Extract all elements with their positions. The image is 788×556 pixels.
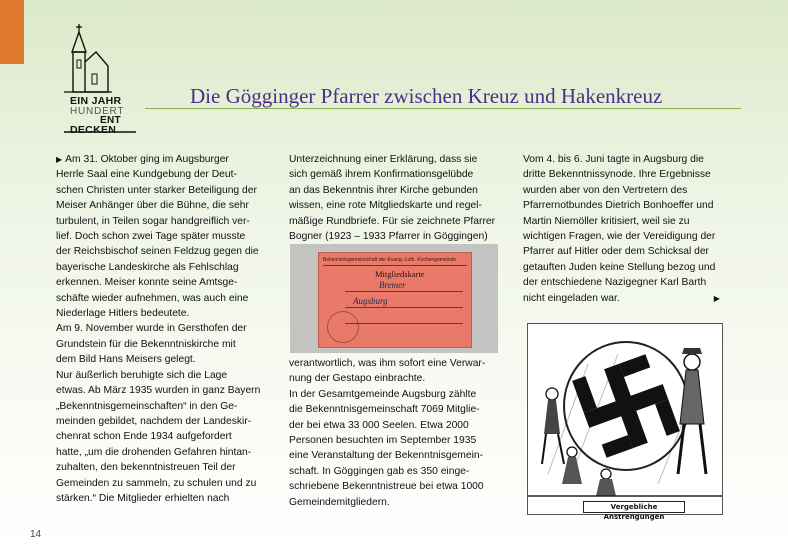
card-line bbox=[345, 291, 463, 292]
text-column-1 bbox=[56, 152, 276, 506]
card-line bbox=[345, 323, 463, 324]
text-line: Gemeindemitgliedern. bbox=[289, 496, 390, 508]
text-line: die Bekenntnisgemeinschaft 7069 Mitglie- bbox=[289, 404, 480, 416]
text-line: schaft. In Göggingen gab es 350 einge- bbox=[289, 465, 470, 477]
text-line: getauften Juden keine Stellung bezog und bbox=[523, 261, 716, 273]
card-header: Bekenntnisgemeinschaft der Evang.-Luth. Kirchengemeinde bbox=[323, 256, 467, 266]
text-line: schriebene Bekenntnistreue bei etwa 1000 bbox=[289, 481, 484, 493]
text-line: lief. Doch schon zwei Tage später musste bbox=[56, 231, 246, 243]
text-line: hatte, „um die drohenden Gefahren hintan- bbox=[56, 446, 252, 458]
text-line: dem Bild Hans Meisers gelegt. bbox=[56, 354, 196, 366]
text-line: der Reichsbischof seinen Feldzug gegen die bbox=[56, 246, 259, 258]
text-line: Pfarrer auf Hitler oder dem Schicksal der bbox=[523, 246, 709, 258]
text-column-3 bbox=[523, 152, 737, 306]
text-line: zuhalten, den bekenntnistreuen Teil der bbox=[56, 462, 236, 474]
text-line: Unterzeichnung einer Erklärung, dass sie bbox=[289, 154, 478, 165]
text-line: dritte Bekenntnissynode. Ihre Ergebnisse bbox=[523, 169, 711, 181]
stamp bbox=[327, 311, 359, 343]
text-line: Gemeinden zu sammeln, zu schulen und zu bbox=[56, 477, 257, 489]
page-title: Die Gögginger Pfarrer zwischen Kreuz und Hakenkreuz bbox=[190, 84, 663, 108]
text-line: nung der Gestapo einbrachte. bbox=[289, 373, 426, 385]
text-line: Niederlage Hitlers bedeutete. bbox=[56, 308, 190, 320]
text-line: an das Bekenntnis ihrer Kirche gebunden bbox=[289, 184, 478, 196]
logo-text-line2: HUNDERT bbox=[70, 106, 125, 117]
card-handwritten-place: Augsburg bbox=[353, 296, 388, 306]
text-line: erkennen. Meiser konnte seine Amtsge- bbox=[56, 277, 238, 289]
text-line: chenrat schon Ende 1934 aufgefordert bbox=[56, 431, 232, 443]
logo bbox=[56, 22, 148, 134]
logo-text-line3: ENT bbox=[100, 115, 121, 126]
text-line: eine Veranstaltung der Bekenntnisgemein- bbox=[289, 450, 484, 462]
text-column-2-bottom bbox=[289, 356, 511, 510]
text-line: stärken.“ Die Mitglieder erhielten nach bbox=[56, 492, 230, 504]
logo-text-line4: DECKEN bbox=[70, 124, 117, 136]
orange-accent-tab bbox=[0, 0, 24, 64]
text-line: Grundstein für die Bekenntniskirche mit bbox=[56, 338, 236, 350]
text-line: verantwortlich, was ihm sofort eine Verwar- bbox=[289, 358, 486, 369]
text-line: Meiser Anhänger über die Bühne, die sehr bbox=[56, 200, 249, 212]
text-line: wurden aber von den Vertretern des bbox=[523, 184, 688, 196]
text-line: Pfarrernotbundes Dietrich Bonhoeffer und bbox=[523, 200, 714, 212]
text-line: Herrle Saal eine Kundgebung der Deut- bbox=[56, 169, 237, 181]
membership-card-photo bbox=[290, 244, 498, 353]
cartoon-drawing bbox=[528, 324, 722, 500]
title-rule bbox=[145, 108, 741, 109]
card-line bbox=[345, 307, 463, 308]
text-column-2-top bbox=[289, 152, 511, 244]
text-line: Vom 4. bis 6. Juni tagte in Augsburg die bbox=[523, 154, 704, 165]
text-line: meinden gebildet, nachdem der Landeskir- bbox=[56, 415, 252, 427]
text-line: schäfte wieder aufnehmen, was auch eine bbox=[56, 292, 249, 304]
text-line: Bogner (1923 – 1933 Pfarrer in Göggingen) bbox=[289, 231, 488, 243]
text-line: Am 9. November wurde in Gersthofen der bbox=[56, 323, 247, 335]
text-line: In der Gesamtgemeinde Augsburg zählte bbox=[289, 388, 477, 400]
text-line: Am 31. Oktober ging im Augsburger bbox=[65, 154, 229, 165]
text-line: sich gemäß ihrem Konfirmationsgelübde bbox=[289, 169, 474, 181]
text-line: der entschiedene Nazigegner Karl Barth bbox=[523, 277, 707, 289]
text-line: Nur äußerlich beruhigte sich die Lage bbox=[56, 369, 228, 381]
text-line: schen Christen unter starker Beteiligung der bbox=[56, 184, 257, 196]
cartoon-caption: Vergebliche Anstrengungen bbox=[583, 501, 685, 513]
card-title: Mitgliedskarte bbox=[375, 269, 425, 279]
logo-text-line1: EIN JAHR bbox=[70, 95, 122, 107]
text-line: wichtigen Fragen, wie der Vereidigung der bbox=[523, 231, 716, 243]
text-line: mäßige Rundbriefe. Für sie zeichnete Pfarrer bbox=[289, 215, 496, 227]
text-line: Personen besuchten im September 1935 bbox=[289, 435, 477, 447]
cartoon-illustration bbox=[527, 323, 723, 521]
text-line: wissen, eine rote Mitgliedskarte und regel- bbox=[289, 200, 482, 212]
text-line: bayerische Landeskirche als Fehlschlag bbox=[56, 261, 239, 273]
membership-card bbox=[318, 252, 472, 348]
triangle-right-icon: ▶ bbox=[713, 293, 720, 303]
text-line: der bei etwa 33 000 Seelen. Etwa 2000 bbox=[289, 419, 469, 431]
card-handwritten-name: Bremer bbox=[379, 280, 406, 290]
text-line: turbulent, in Teilen sogar handgreiflich ver- bbox=[56, 215, 250, 227]
text-line: Martin Niemöller kritisiert, weil sie zu bbox=[523, 215, 690, 227]
triangle-right-icon: ▶ bbox=[56, 155, 63, 164]
text-line: etwas. Ab März 1935 wurden in ganz Bayern bbox=[56, 385, 261, 397]
text-line: nicht eingeladen war. bbox=[523, 292, 620, 304]
page-number: 14 bbox=[30, 529, 42, 540]
text-line: „Bekenntnisgemeinschaften“ in den Ge- bbox=[56, 400, 238, 412]
